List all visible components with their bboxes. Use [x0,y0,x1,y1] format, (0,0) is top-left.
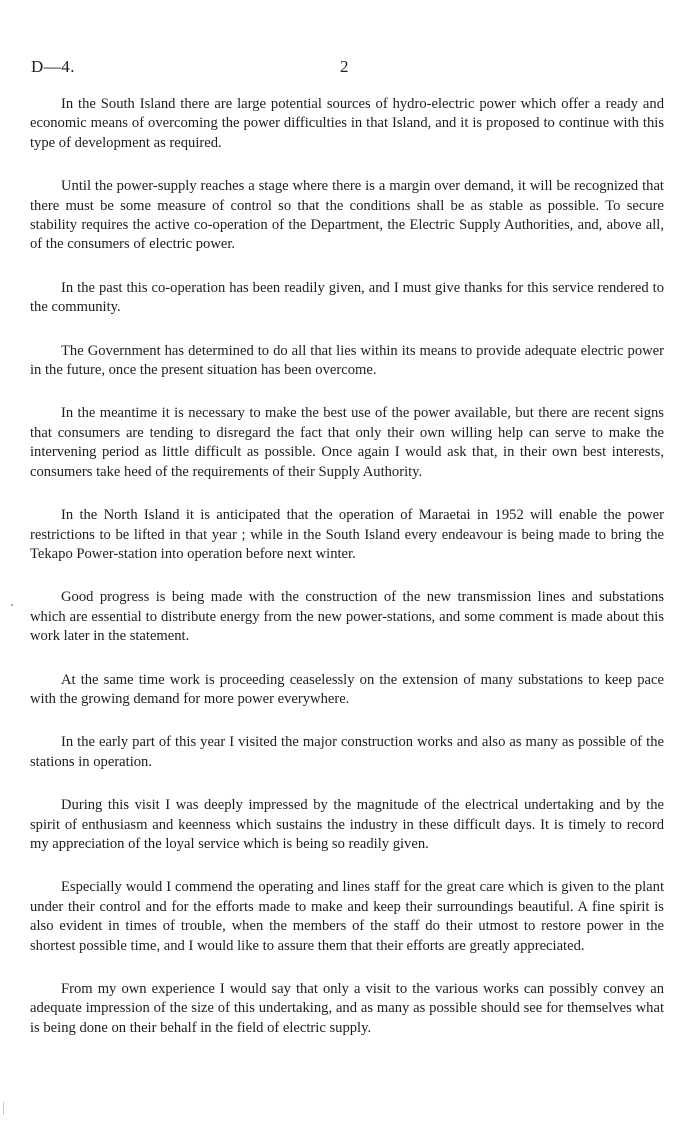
paragraph-substation-extension: At the same time work is proceeding ceaselessly on the extension of many substations to keep pace with the growing demand for more power everywhere. [30,671,664,707]
paragraph-transmission-progress: Good progress is being made with the construction of the new transmission lines and substations which are essential to distribute energy from the new power-stations, and some comment is made about this work later in the statement. [30,589,664,645]
paragraph-commend-staff: Especially would I commend the operating and lines staff for the great care which is given to the plant under their control and for the efforts made to make and keep their surroundings beautiful. A fine spirit is also evident in times of trouble, when the members of the staff do their utmost to restore power in the shortest possible time, and I would like to assure them that their efforts are greatly appreciated. [30,879,664,954]
page-number: 2 [340,57,349,76]
paragraph-visit-works: In the early part of this year I visited the major construction works and also as many as possible of the stations in operation. [30,734,664,770]
body-text [30,95,664,1061]
paragraph-south-island-hydro: In the South Island there are large potential sources of hydro-electric power which offer a ready and economic means of overcoming the power difficulties in that Island, and it is proposed to continue with this type of development as required. [30,96,664,151]
paragraph-government-determination: The Government has determined to do all that lies within its means to provide adequate electric power in the future, once the present situation has been overcome. [30,342,664,379]
scan-speck [11,604,13,606]
paragraph-supply-control: Until the power-supply reaches a stage where there is a margin over demand, it will be recognized that there must be some measure of control so that the conditions shall be as stable as possible. To secure stability requires the active co-operation of the Department, the Electric Supply Authorities, and, above all, of the consumers of electric power. [30,178,664,253]
margin-rule [3,1102,4,1115]
document-reference: D—4. [31,57,76,76]
paragraph-meantime-consumers: In the meantime it is necessary to make the best use of the power available, but there are recent signs that consumers are tending to disregard the fact that only their own willing help can serve to make the intervening period as little difficult as possible. Once again I would ask that, in their own best interests, consumers take heed of the requirements of their Supply Authority. [30,405,664,480]
paragraph-own-experience: From my own experience I would say that only a visit to the various works can possibly convey an adequate impression of the size of this undertaking, and as many as possible should see for themselves what is being done on their behalf in the field of electric supply. [30,981,664,1036]
paragraph-cooperation-thanks: In the past this co-operation has been readily given, and I must give thanks for this service rendered to the community. [30,279,664,316]
paragraph-north-island-maraetai: In the North Island it is anticipated that the operation of Maraetai in 1952 will enable the power restrictions to be lifted in that year ; while in the South Island every endeavour is being made to bring the Tekapo Power-station into operation before next winter. [30,507,664,562]
paragraph-impressions: During this visit I was deeply impressed by the magnitude of the electrical undertaking and by the spirit of enthusiasm and keenness which sustains the industry in these difficult days. It is timely to record my appreciation of the loyal service which is being so readily given. [30,797,664,852]
